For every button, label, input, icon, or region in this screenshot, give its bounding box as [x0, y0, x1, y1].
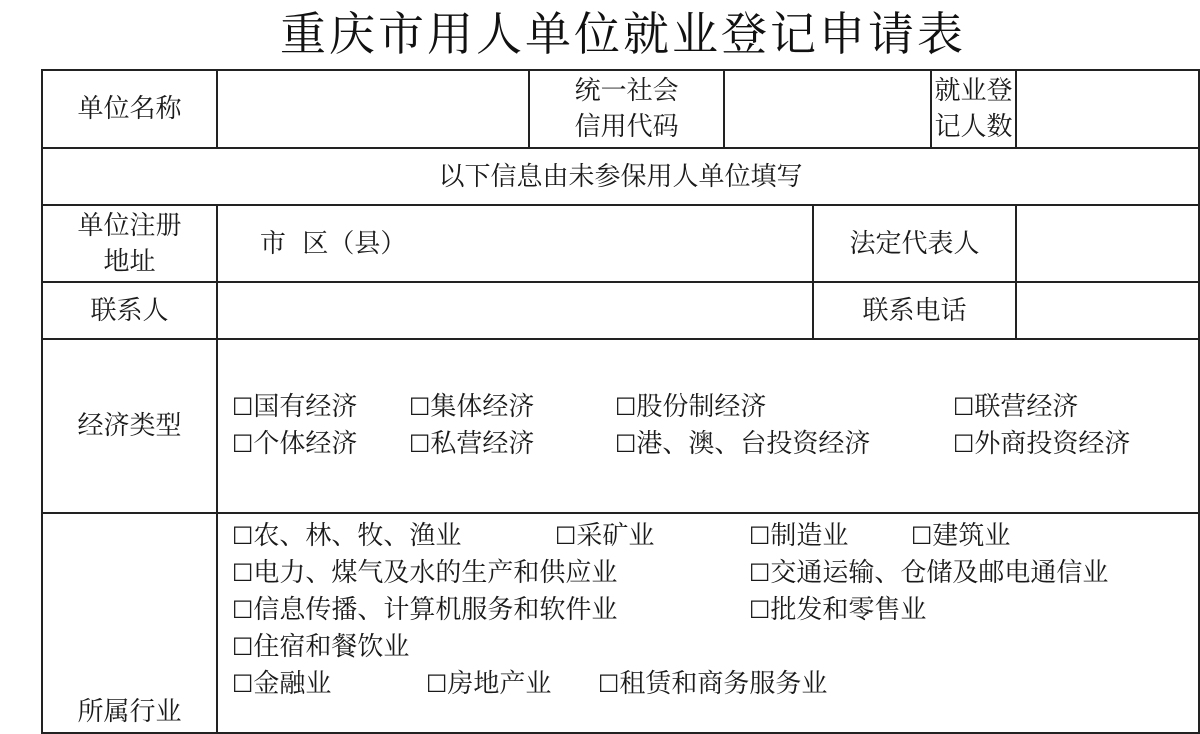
checkbox-icon[interactable]: ☐	[231, 559, 254, 587]
legal-representative-label: 法定代表人	[813, 205, 1016, 282]
economic-type-option[interactable]: ☐私营经济	[408, 429, 535, 459]
notice-row: 以下信息由未参保用人单位填写	[42, 148, 1199, 205]
registered-address-label: 单位注册 地址	[42, 205, 217, 282]
checkbox-icon[interactable]: ☐	[554, 522, 577, 550]
economic-type-options	[217, 339, 1199, 513]
economic-type-option[interactable]: ☐股份制经济	[614, 392, 767, 422]
checkbox-icon[interactable]: ☐	[748, 596, 771, 624]
registered-count-field[interactable]	[1016, 70, 1199, 148]
industry-option[interactable]: ☐租赁和商务服务业	[597, 669, 828, 699]
form-title: 重庆市用人单位就业登记申请表	[280, 7, 966, 61]
checkbox-icon[interactable]: ☐	[748, 522, 771, 550]
contact-person-field[interactable]	[217, 282, 813, 339]
industry-options	[217, 513, 1199, 733]
economic-type-option[interactable]: ☐港、澳、台投资经济	[614, 429, 871, 459]
industry-option[interactable]: ☐信息传播、计算机服务和软件业	[231, 595, 618, 625]
economic-type-option[interactable]: ☐联营经济	[952, 392, 1079, 422]
industry-option[interactable]: ☐采矿业	[554, 521, 655, 551]
checkbox-icon[interactable]: ☐	[425, 670, 448, 698]
industry-option[interactable]: ☐交通运输、仓储及邮电通信业	[748, 558, 1109, 588]
industry-label: 所属行业	[42, 513, 217, 733]
registered-count-label: 就业登 记人数	[931, 70, 1016, 148]
contact-phone-label: 联系电话	[813, 282, 1016, 339]
unit-name-label: 单位名称	[42, 70, 217, 148]
credit-code-field[interactable]	[724, 70, 931, 148]
checkbox-icon[interactable]: ☐	[748, 559, 771, 587]
contact-person-label: 联系人	[42, 282, 217, 339]
checkbox-icon[interactable]: ☐	[231, 633, 254, 661]
industry-option[interactable]: ☐电力、煤气及水的生产和供应业	[231, 558, 618, 588]
industry-option[interactable]: ☐批发和零售业	[748, 595, 927, 625]
checkbox-icon[interactable]: ☐	[231, 430, 254, 458]
economic-type-option[interactable]: ☐外商投资经济	[952, 429, 1131, 459]
checkbox-icon[interactable]: ☐	[231, 522, 254, 550]
checkbox-icon[interactable]: ☐	[231, 596, 254, 624]
industry-option[interactable]: ☐金融业	[231, 669, 332, 699]
checkbox-icon[interactable]: ☐	[910, 522, 933, 550]
application-form-table	[41, 69, 1200, 734]
checkbox-icon[interactable]: ☐	[597, 670, 620, 698]
registered-address-field[interactable]: 市 区（县）	[217, 205, 813, 282]
economic-type-option[interactable]: ☐个体经济	[231, 429, 358, 459]
industry-option[interactable]: ☐农、林、牧、渔业	[231, 521, 462, 551]
economic-type-option[interactable]: ☐集体经济	[408, 392, 535, 422]
contact-phone-field[interactable]	[1016, 282, 1199, 339]
industry-option[interactable]: ☐建筑业	[910, 521, 1011, 551]
unit-name-field[interactable]	[217, 70, 529, 148]
economic-type-option[interactable]: ☐国有经济	[231, 392, 358, 422]
credit-code-label: 统一社会 信用代码	[529, 70, 724, 148]
checkbox-icon[interactable]: ☐	[408, 430, 431, 458]
industry-option[interactable]: ☐住宿和餐饮业	[231, 632, 410, 662]
checkbox-icon[interactable]: ☐	[952, 430, 975, 458]
industry-option[interactable]: ☐房地产业	[425, 669, 552, 699]
industry-option[interactable]: ☐制造业	[748, 521, 849, 551]
checkbox-icon[interactable]: ☐	[231, 670, 254, 698]
checkbox-icon[interactable]: ☐	[614, 393, 637, 421]
checkbox-icon[interactable]: ☐	[952, 393, 975, 421]
checkbox-icon[interactable]: ☐	[614, 430, 637, 458]
checkbox-icon[interactable]: ☐	[408, 393, 431, 421]
legal-representative-field[interactable]	[1016, 205, 1199, 282]
checkbox-icon[interactable]: ☐	[231, 393, 254, 421]
economic-type-label: 经济类型	[42, 339, 217, 513]
